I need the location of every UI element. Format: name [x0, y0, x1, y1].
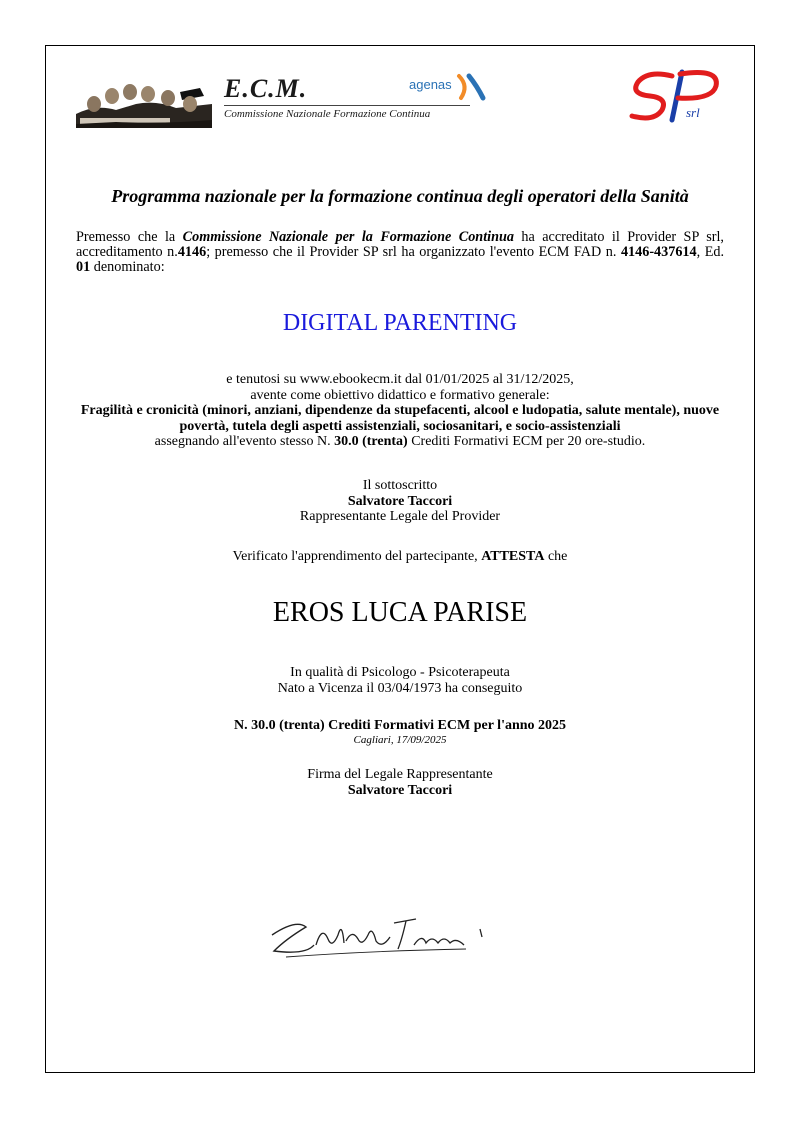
signature-label-block: [76, 767, 724, 798]
qualification-block: [76, 665, 724, 696]
signature-label: Firma del Legale Rappresentante: [307, 767, 493, 782]
premise-paragraph: Premesso che la Commissione Nazionale per la Formazione Continua ha accreditato il Provider SP srl, accreditamento n.4146; premesso che il Provider SP srl ha organizzato l'evento ECM FAD n. 4146-437614, Ed. 01 denominato:: [76, 229, 725, 275]
agenas-mark-icon: [455, 72, 487, 102]
accreditation-number: 4146: [177, 244, 207, 260]
anatomy-lesson-painting: [76, 74, 212, 128]
sp-srl-logo: [628, 64, 728, 126]
recipient-name: EROS LUCA PARISE: [272, 597, 528, 628]
event-details: [76, 372, 724, 450]
credits-assignment: assegnando all'evento stesso N. 30.0 (trenta) Crediti Formativi ECM per 20 ore-studio.: [154, 434, 646, 449]
signer-intro: Il sottoscritto: [362, 478, 438, 493]
verification-line: Verificato l'apprendimento del partecipante, ATTESTA che: [232, 549, 568, 564]
signer-name: Salvatore Taccori: [347, 493, 453, 509]
objective-text: Fragilità e cronicità (minori, anziani, dipendenze da stupefacenti, alcool e ludopatia, salute mentale), nuove povertà, tutela degli aspetti assistenziali, sociosanitari, e socio-assistenziali: [80, 403, 720, 434]
event-title: DIGITAL PARENTING: [282, 310, 518, 336]
commission-name: Commissione Nazionale per la Formazione Continua: [182, 229, 514, 245]
attesta-label: ATTESTA: [481, 549, 545, 564]
birth-info: Nato a Vicenza il 03/04/1973 ha conseguito: [277, 680, 523, 696]
ecm-subtitle: Commissione Nazionale Formazione Continua: [224, 108, 431, 120]
objective-intro: avente come obiettivo didattico e formativo generale:: [250, 387, 550, 403]
signature-name: Salvatore Taccori: [347, 782, 453, 798]
ecm-title: E.C.M.: [224, 74, 308, 103]
sp-srl-label: srl: [686, 105, 700, 120]
credits-awarded: N. 30.0 (trenta) Crediti Formativi ECM per l'anno 2025: [233, 718, 567, 733]
agenas-logo: agenas: [409, 77, 452, 92]
signer-block: [76, 478, 724, 525]
place-date: Cagliari, 17/09/2025: [353, 734, 447, 746]
event-number: 4146-437614: [620, 244, 697, 260]
ecm-divider: [224, 105, 470, 106]
handwritten-signature: [266, 905, 496, 965]
profession: In qualità di Psicologo - Psicoterapeuta: [290, 665, 510, 680]
event-dates: e tenutosi su www.ebookecm.it dal 01/01/2025 al 31/12/2025,: [226, 372, 574, 387]
program-title: Programma nazionale per la formazione continua degli operatori della Sanità: [111, 186, 689, 206]
credits-block: [76, 718, 724, 748]
edition-number: 01: [76, 259, 91, 275]
signer-role: Rappresentante Legale del Provider: [299, 509, 501, 524]
